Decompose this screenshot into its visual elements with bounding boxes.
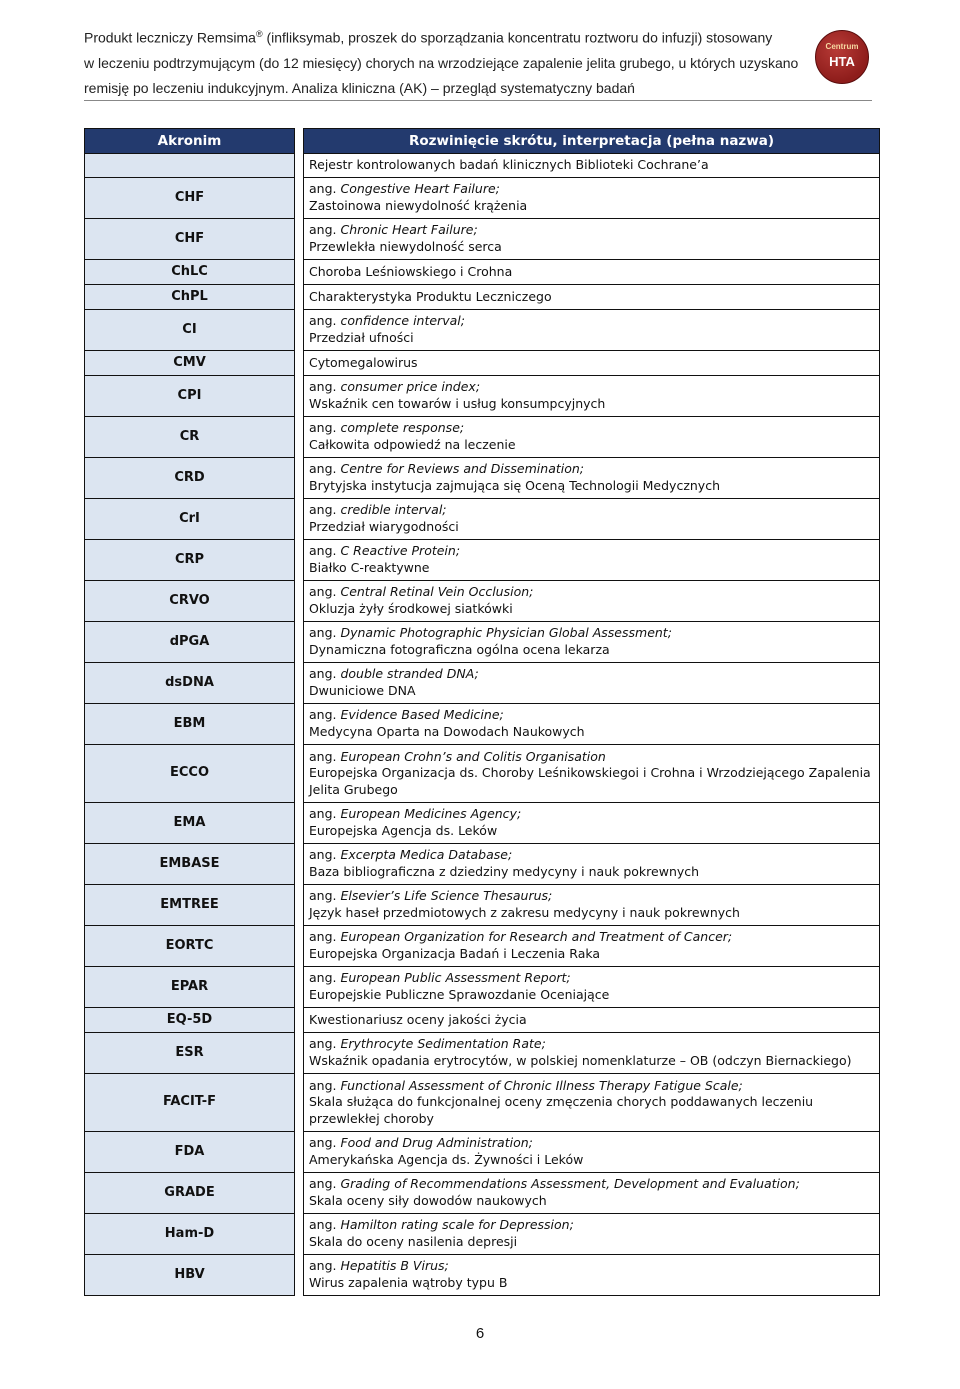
table-row xyxy=(85,803,880,844)
expansion-cell xyxy=(304,285,880,310)
polish-term: Zastoinowa niewydolność krążenia xyxy=(309,198,528,213)
polish-term: Przedział ufności xyxy=(309,330,414,345)
acronym-cell: dPGA xyxy=(85,622,295,663)
acronym-cell: CRVO xyxy=(85,581,295,622)
centrum-hta-logo: Centrum HTA xyxy=(815,30,869,84)
english-term: ang. Chronic Heart Failure; xyxy=(309,222,478,238)
english-term: ang. complete response; xyxy=(309,420,465,436)
table-row xyxy=(85,219,880,260)
expansion-cell xyxy=(304,844,880,885)
expansion-cell xyxy=(304,310,880,351)
polish-term: Kwestionariusz oceny jakości życia xyxy=(309,1011,527,1027)
expansion-cell xyxy=(304,1033,880,1074)
acronym-cell: EMBASE xyxy=(85,844,295,885)
polish-term: Brytyjska instytucja zajmująca się Oceną Technologii Medycznych xyxy=(309,478,720,493)
acronym-cell: CMV xyxy=(85,351,295,376)
acronym-cell: CrI xyxy=(85,499,295,540)
english-term: ang. Congestive Heart Failure; xyxy=(309,181,500,197)
polish-term: Amerykańska Agencja ds. Żywności i Leków xyxy=(309,1152,584,1167)
table-row xyxy=(85,622,880,663)
table-row xyxy=(85,260,880,285)
acronym-cell: EORTC xyxy=(85,926,295,967)
expansion-cell xyxy=(304,1173,880,1214)
table-row xyxy=(85,1074,880,1132)
expansion-cell xyxy=(304,154,880,178)
expansion-cell xyxy=(304,1008,880,1033)
polish-term: Choroba Leśniowskiego i Crohna xyxy=(309,263,513,279)
polish-term: Wirus zapalenia wątroby typu B xyxy=(309,1275,508,1290)
polish-term: Europejska Organizacja Badań i Leczenia Raka xyxy=(309,946,601,961)
expansion-cell xyxy=(304,219,880,260)
expansion-cell xyxy=(304,622,880,663)
expansion-cell xyxy=(304,704,880,745)
acronym-cell: dsDNA xyxy=(85,663,295,704)
table-row xyxy=(85,581,880,622)
table-row xyxy=(85,285,880,310)
page-number: 6 xyxy=(475,1325,485,1342)
acronym-cell: ChPL xyxy=(85,285,295,310)
acronym-cell: EQ-5D xyxy=(85,1008,295,1033)
english-term: ang. Food and Drug Administration; xyxy=(309,1135,533,1151)
table-row xyxy=(85,663,880,704)
table-row xyxy=(85,704,880,745)
polish-term: Dynamiczna fotograficzna ogólna ocena lekarza xyxy=(309,642,610,657)
acronym-cell: CI xyxy=(85,310,295,351)
table-row xyxy=(85,1255,880,1296)
acronym-cell: EBM xyxy=(85,704,295,745)
polish-term: Wskaźnik opadania erytrocytów, w polskiej nomenklaturze – OB (odczyn Biernackiego) xyxy=(309,1053,852,1068)
table-row xyxy=(85,926,880,967)
polish-term: Przedział wiarygodności xyxy=(309,519,459,534)
polish-term: Medycyna Oparta na Dowodach Naukowych xyxy=(309,724,585,739)
acronym-cell: CHF xyxy=(85,219,295,260)
polish-term: Skala służąca do funkcjonalnej oceny zmęczenia chorych poddawanych leczeniu przewlekłej choroby xyxy=(309,1094,814,1126)
expansion-cell xyxy=(304,376,880,417)
english-term: ang. Functional Assessment of Chronic Illness Therapy Fatigue Scale; xyxy=(309,1077,743,1093)
polish-term: Skala do oceny nasilenia depresji xyxy=(309,1234,518,1249)
table-header-row xyxy=(85,129,880,154)
expansion-cell xyxy=(304,1214,880,1255)
table-row xyxy=(85,844,880,885)
header-divider xyxy=(84,100,872,101)
table-row xyxy=(85,458,880,499)
polish-term: Cytomegalowirus xyxy=(309,354,418,370)
abbreviations-table xyxy=(84,128,880,1296)
expansion-cell xyxy=(304,803,880,844)
acronym-cell: ESR xyxy=(85,1033,295,1074)
acronym-cell: EMA xyxy=(85,803,295,844)
polish-term: Europejska Organizacja ds. Choroby Leśnikowskiegoi i Crohna i Wrzodziejącego Zapalenia Jelita Grubego xyxy=(309,765,871,797)
polish-term: Okluzja żyły środkowej siatkówki xyxy=(309,601,513,616)
polish-term: Całkowita odpowiedź na leczenie xyxy=(309,437,516,452)
table-row xyxy=(85,1173,880,1214)
acronym-column-header: Akronim xyxy=(85,129,295,154)
english-term: ang. confidence interval; xyxy=(309,313,465,329)
expansion-cell xyxy=(304,1255,880,1296)
acronym-cell: EPAR xyxy=(85,967,295,1008)
expansion-cell xyxy=(304,417,880,458)
acronym-cell: CHF xyxy=(85,178,295,219)
expansion-cell xyxy=(304,663,880,704)
table-row xyxy=(85,885,880,926)
expansion-cell xyxy=(304,1074,880,1132)
english-term: ang. consumer price index; xyxy=(309,379,481,395)
polish-term: Przewlekła niewydolność serca xyxy=(309,239,502,254)
table-row xyxy=(85,310,880,351)
polish-term: Europejska Agencja ds. Leków xyxy=(309,823,498,838)
running-header xyxy=(84,22,814,101)
table-row xyxy=(85,540,880,581)
expansion-cell xyxy=(304,967,880,1008)
polish-term: Wskaźnik cen towarów i usług konsumpcyjnych xyxy=(309,396,606,411)
acronym-cell xyxy=(85,154,295,178)
expansion-cell xyxy=(304,178,880,219)
polish-term: Białko C-reaktywne xyxy=(309,560,430,575)
expansion-cell xyxy=(304,458,880,499)
polish-term: Europejskie Publiczne Sprawozdanie Oceniające xyxy=(309,987,610,1002)
header-line-1: Produkt leczniczy Remsima® (infliksymab, proszek do sporządzania koncentratu roztworu do infuzji) stosowany xyxy=(84,29,773,46)
table-row xyxy=(85,376,880,417)
polish-term: Charakterystyka Produktu Leczniczego xyxy=(309,288,552,304)
english-term: ang. Elsevier’s Life Science Thesaurus; xyxy=(309,888,553,904)
acronym-cell: CR xyxy=(85,417,295,458)
table-row xyxy=(85,967,880,1008)
acronym-cell: ECCO xyxy=(85,745,295,803)
expansion-cell xyxy=(304,581,880,622)
acronym-cell: FDA xyxy=(85,1132,295,1173)
header-line-3: remisję po leczeniu indukcyjnym. Analiza kliniczna (AK) – przegląd systematyczny badań xyxy=(84,79,635,96)
english-term: ang. Evidence Based Medicine; xyxy=(309,707,504,723)
expansion-cell xyxy=(304,745,880,803)
english-term: ang. Hepatitis B Virus; xyxy=(309,1258,449,1274)
expansion-cell xyxy=(304,926,880,967)
acronym-cell: HBV xyxy=(85,1255,295,1296)
table-row xyxy=(85,351,880,376)
polish-term: Skala oceny siły dowodów naukowych xyxy=(309,1193,547,1208)
table-row xyxy=(85,1008,880,1033)
expansion-cell xyxy=(304,1132,880,1173)
table-row xyxy=(85,1214,880,1255)
acronym-cell: GRADE xyxy=(85,1173,295,1214)
english-term: ang. Erythrocyte Sedimentation Rate; xyxy=(309,1036,546,1052)
acronym-cell: FACIT-F xyxy=(85,1074,295,1132)
acronym-cell: CPI xyxy=(85,376,295,417)
polish-term: Język haseł przedmiotowych z zakresu medycyny i nauk pokrewnych xyxy=(309,905,740,920)
polish-term: Dwuniciowe DNA xyxy=(309,683,416,698)
table-row xyxy=(85,745,880,803)
english-term: ang. European Medicines Agency; xyxy=(309,806,522,822)
english-term: ang. double stranded DNA; xyxy=(309,666,479,682)
acronym-cell: ChLC xyxy=(85,260,295,285)
acronym-cell: CRD xyxy=(85,458,295,499)
acronym-cell: CRP xyxy=(85,540,295,581)
expansion-cell xyxy=(304,885,880,926)
table-row xyxy=(85,1132,880,1173)
expansion-cell xyxy=(304,351,880,376)
english-term: ang. Excerpta Medica Database; xyxy=(309,847,513,863)
table-row xyxy=(85,1033,880,1074)
expansion-cell xyxy=(304,499,880,540)
table-row xyxy=(85,154,880,178)
english-term: ang. Grading of Recommendations Assessment, Development and Evaluation; xyxy=(309,1176,800,1192)
table-row xyxy=(85,417,880,458)
english-term: ang. C Reactive Protein; xyxy=(309,543,461,559)
acronym-cell: Ham-D xyxy=(85,1214,295,1255)
english-term: ang. European Public Assessment Report; xyxy=(309,970,571,986)
table-row xyxy=(85,499,880,540)
english-term: ang. Dynamic Photographic Physician Global Assessment; xyxy=(309,625,672,641)
polish-term: Baza bibliograficzna z dziedziny medycyny i nauk pokrewnych xyxy=(309,864,700,879)
acronym-cell: EMTREE xyxy=(85,885,295,926)
expansion-cell xyxy=(304,540,880,581)
expansion-cell xyxy=(304,260,880,285)
english-term: ang. European Organization for Research and Treatment of Cancer; xyxy=(309,929,733,945)
english-term: ang. credible interval; xyxy=(309,502,447,518)
polish-term: Rejestr kontrolowanych badań klinicznych Biblioteki Cochrane’a xyxy=(309,157,709,173)
english-term: ang. Centre for Reviews and Dissemination; xyxy=(309,461,585,477)
english-term: ang. European Crohn’s and Colitis Organisation xyxy=(309,748,606,764)
header-line-2: w leczeniu podtrzymującym (do 12 miesięcy) chorych na wrzodziejące zapalenie jelita grubego, u których uzyskano xyxy=(84,54,799,71)
english-term: ang. Hamilton rating scale for Depression; xyxy=(309,1217,574,1233)
expansion-column-header: Rozwinięcie skrótu, interpretacja (pełna nazwa) xyxy=(304,129,880,154)
table-row xyxy=(85,178,880,219)
english-term: ang. Central Retinal Vein Occlusion; xyxy=(309,584,534,600)
